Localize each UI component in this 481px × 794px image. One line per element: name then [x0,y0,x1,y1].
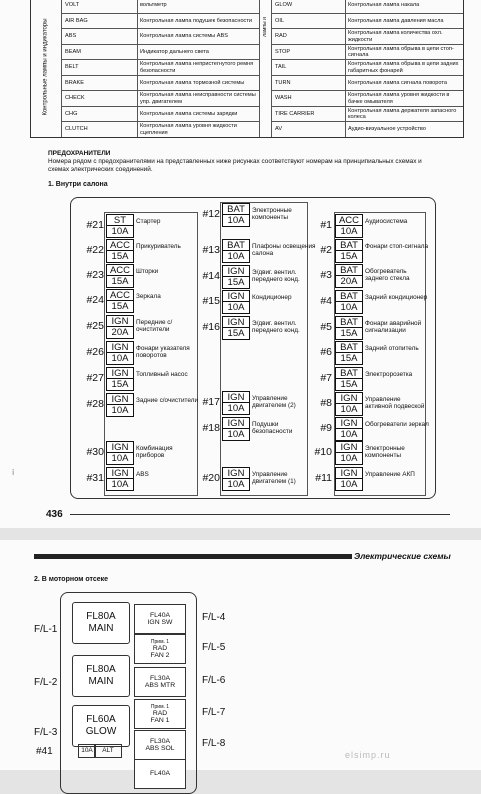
fuse-box [222,203,250,227]
fuse-box [106,441,134,465]
fuse-amperage: 10A [340,479,358,490]
fuse-description: Прикуриватель [136,243,181,250]
fuse-box [222,391,250,415]
fuse-power-source: IGN [107,442,133,453]
fuse-power-source: IGN [223,418,249,429]
fusible-link [134,699,186,729]
fuse-box [106,264,134,288]
fuse-description: Электронные компоненты [365,445,405,459]
fusible-link-note: Прим. 1 [150,638,170,645]
fuse-number: #11 [315,472,332,484]
footer-rule [70,514,450,515]
table-side-label-2 [259,0,271,57]
table-row [271,13,463,29]
fuse-number: #8 [320,397,332,409]
fuse-box [106,467,134,491]
indicator-description: Контрольная лампа системы ABS [140,33,228,40]
fusible-link-circuit: IGN SW [147,619,173,626]
fuse-amperage: 10A [111,405,129,416]
indicator-code: TAIL [275,64,287,71]
fuse-description: Э/двиг. вентил. переднего конд. [252,320,300,334]
table-row [271,90,463,106]
fuses-heading: ПРЕДОХРАНИТЕЛИ [48,150,111,157]
fuse-box [106,367,134,391]
fuse-power-source: IGN [107,468,133,479]
fuse-power-source: IGN [107,368,133,379]
fuse-box [222,467,250,491]
fusible-link-note: Прим. 1 [150,703,170,710]
indicator-code: BEAM [65,48,81,55]
fuse-box [222,239,250,263]
fuse-number: #27 [86,372,104,384]
fuse-number: #12 [202,208,220,220]
fuse-amperage: 10A [340,453,358,464]
indicator-description: Контрольная лампа обрыва в цепи стоп-сигнала [348,45,454,58]
main-fuse-name: FL80A [86,611,116,622]
fuse-description: Электророзетка [365,371,413,378]
fuse-box [335,264,363,288]
fusible-link-circuit: ABS SOL [145,745,175,752]
indicator-code: VOLT [65,2,80,9]
fusible-link-circuit: FAN 2 [150,652,170,659]
fuse-number: #6 [320,346,332,358]
fuse-box [222,316,250,340]
fuse-number: #21 [86,219,104,231]
fuse-amperage: 10A [227,479,245,490]
fuse-power-source: BAT [336,368,362,379]
fuse-box [106,341,134,365]
main-fuse-name: FL60A [86,714,116,725]
fusible-link-label: F/L-5 [202,642,226,653]
main-fuse-label: F/L-2 [34,677,58,688]
fuse-box [222,417,250,441]
table-row [61,44,259,60]
indicator-description: Контрольная лампа уровня жидкости сцепления [140,123,237,136]
fuse-amperage: 15A [111,251,129,262]
table-row [61,90,259,106]
fuse-description: Кондиционер [252,294,292,301]
fusible-link-name: RAD [152,644,168,652]
fuse-description: Топливный насос [136,371,188,378]
fuse-number: #13 [202,244,220,256]
fuse-box [335,239,363,263]
fusible-link [134,667,186,697]
fuse-power-source: IGN [223,468,249,479]
fuse-power-source: BAT [336,317,362,328]
fusible-link-name: RAD [152,709,168,717]
fuse-power-source: IGN [223,266,249,277]
fuse-description: Плафоны освещения салона [252,243,316,257]
fuse-power-source: IGN [336,468,362,479]
fuse-amperage: 15A [340,328,358,339]
fuse-description: Управление двигателем (2) [252,395,296,409]
fuse-number: #28 [86,398,104,410]
fuse-box [335,367,363,391]
fuse-number: #26 [86,346,104,358]
fuse-amperage: 15A [227,277,245,288]
fusible-link-label: F/L-6 [202,675,226,686]
fuse-number: #17 [202,396,220,408]
indicator-code: TURN [275,79,291,86]
fuse-box [106,393,134,417]
table-row [61,28,259,44]
fuse-power-source: ACC [107,240,133,251]
fuse-number: #24 [86,294,104,306]
main-fuse-circuit: MAIN [88,623,114,634]
fuse-box [222,265,250,289]
fuse-amperage: 10A [340,302,358,313]
fuse-box [335,441,363,465]
fuse-power-source: ACC [336,215,362,226]
fuse-description: Зеркала [136,293,161,300]
fusible-link-name: FL40A [149,770,171,778]
fuse-amperage: 20A [340,276,358,287]
main-fuse [72,655,130,697]
fuse-power-source: IGN [336,393,362,404]
indicator-description: Контрольная лампа обрыва в цепи задних габаритных фонарей [348,61,459,74]
fuse-box [335,417,363,441]
fuse-amperage: 15A [111,379,129,390]
fuse-description: Электронные компоненты [252,207,292,221]
indicator-description: Аудио-визуальное устройство [348,126,426,133]
fusible-link-label: F/L-8 [202,738,226,749]
fuse-number: #9 [320,422,332,434]
indicator-table [30,0,464,138]
side-label-2-text: лампы и [262,17,268,37]
fuse-number: #1 [320,219,332,231]
fuse-box [335,316,363,340]
watermark: elsimp.ru [345,750,391,760]
main-fuse-label: F/L-1 [34,624,58,635]
main-fuse-label: F/L-3 [34,727,58,738]
fuse-power-source: BAT [336,240,362,251]
fuse-number: #4 [320,295,332,307]
indicator-code: CHECK [65,95,85,102]
relay-41-name: ALT [94,744,122,758]
fuse-amperage: 15A [111,276,129,287]
fuse-amperage: 10A [340,429,358,440]
indicator-code: WASH [275,95,292,102]
indicator-code: OIL [275,17,285,24]
indicator-description: Контрольная лампа сигнала поворота [348,79,447,86]
fuse-power-source: IGN [223,392,249,403]
indicator-description: Контрольная лампа давления масла [348,17,444,24]
fuse-power-source: BAT [223,204,249,215]
fuse-description: Задний кондиционер [365,294,428,301]
indicator-code: AIR BAG [65,17,88,24]
fuse-description: Задние с/очистители [136,397,199,404]
indicator-description: Контрольная лампа непристегнутого ремня безопасности [140,61,254,74]
table-row [271,44,463,60]
fuse-amperage: 15A [227,328,245,339]
fuse-number: #10 [314,446,332,458]
fuse-number: #31 [86,472,104,484]
fuse-description: Шторки [136,268,159,275]
fuse-number: #22 [86,244,104,256]
fuse-description: Управление двигателем (1) [252,471,296,485]
indicator-code: BRAKE [65,79,84,86]
fuse-power-source: BAT [223,240,249,251]
fuse-amperage: 10A [111,479,129,490]
fuse-number: #3 [320,269,332,281]
fuse-amperage: 15A [340,379,358,390]
indicator-code: AV [275,126,283,133]
relay-41-id: #41 [36,746,53,757]
fuse-box [106,239,134,263]
table-side-label [31,0,61,137]
fuse-number: #7 [320,372,332,384]
fuse-number: #5 [320,321,332,333]
indicator-code: CLUTCH [65,126,88,133]
table-row [61,13,259,29]
indicator-code: RAD [275,33,287,40]
chapter-bar [34,554,352,559]
table-row [61,121,259,137]
fuse-number: #18 [202,422,220,434]
fuse-power-source: BAT [336,265,362,276]
fusible-link-name: FL40A [149,611,171,619]
table-row [271,106,463,122]
main-fuse-name: FL80A [86,664,116,675]
fusible-link-circuit: ABS MTR [144,682,176,689]
fuse-amperage: 10A [227,403,245,414]
fusible-link-circuit: FAN 1 [150,717,170,724]
fuse-description: Комбинация приборов [136,445,173,459]
fusible-link-label: F/L-7 [202,707,226,718]
fuse-box [335,467,363,491]
table-row [61,75,259,91]
fuse-amperage: 10A [340,226,358,237]
indicator-description: Контрольная лампа тормозной системы [140,79,245,86]
indicator-description: Контрольная лампа неисправности системы упр. двигателем [140,92,256,105]
indicator-description: Индикатор дальнего света [140,48,209,55]
fuse-description: Фонари указателя поворотов [136,345,190,359]
fuse-description: Обогреватели зеркал [365,421,429,428]
table-row [61,106,259,122]
fuse-description: Стартер [136,218,161,225]
engine-subheading: 2. В моторном отсеке [34,576,109,583]
side-label-text: Контрольные лампы и индикаторы [43,18,49,116]
fuse-description: Задний отопитель [365,345,419,352]
fuse-power-source: ACC [107,265,133,276]
fuse-power-source: BAT [336,291,362,302]
fuse-box [106,214,134,238]
fuse-number: #15 [202,295,220,307]
indicator-code: TIRE CARRIER [275,110,315,117]
fuse-amperage: 10A [340,404,358,415]
fuse-number: #23 [86,269,104,281]
fusible-link-name: FL30A [149,674,171,682]
fuse-description: Передние с/очистители [136,319,173,333]
fuse-description: Управление активной подвеской [365,396,425,410]
fuse-amperage: 10A [111,226,129,237]
fuse-power-source: IGN [223,317,249,328]
fuses-paragraph-line2: схемах электрических соединений. [48,166,153,173]
fuse-number: #25 [86,320,104,332]
fusible-link-name: FL30A [149,737,171,745]
fuse-description: Подушки безопасности [252,421,293,435]
fusible-link-label: F/L-4 [202,612,226,623]
fuse-power-source: IGN [336,418,362,429]
indicator-description: Контрольная лампа накала [348,2,420,9]
table-row [271,59,463,75]
fuse-amperage: 10A [227,251,245,262]
fuse-number: #16 [202,321,220,333]
fuse-amperage: 15A [340,353,358,364]
indicator-code: GLOW [275,2,293,9]
fuse-box [106,315,134,339]
fuse-description: Фонари стоп-сигнала [365,243,429,250]
indicator-description: Контрольная лампа подушек безопасности [140,17,253,24]
indicator-description: Контрольная лампа количества охл. жидкости [348,30,443,43]
fuse-box [222,290,250,314]
fuse-description: Обогреватель заднего стекла [365,268,410,282]
fuse-power-source: IGN [223,291,249,302]
fuse-amperage: 10A [227,215,245,226]
indicator-code: BELT [65,64,79,71]
table-row [271,0,463,13]
margin-mark: ⅰ [12,468,15,477]
indicator-description: Контрольная лампа держателя запасного колеса [348,107,457,120]
table-row [271,75,463,91]
main-fuse [72,602,130,644]
fusible-link [134,730,186,760]
indicator-code: CHG [65,110,78,117]
chapter-title: Электрические схемы [354,551,451,561]
indicator-description: Контрольная лампа уровня жидкости в бачке омывателя [348,92,450,105]
fuse-box [106,289,134,313]
fuse-amperage: 10A [227,429,245,440]
manual-page-437 [0,540,481,778]
fuse-power-source: IGN [107,394,133,405]
page-number: 436 [46,509,63,520]
fuse-power-source: ACC [107,290,133,301]
cabin-subheading: 1. Внутри салона [48,181,108,188]
fuse-amperage: 10A [111,453,129,464]
fuse-power-source: IGN [336,442,362,453]
fuse-description: Управление АКП [365,471,415,478]
main-fuse-circuit: GLOW [85,726,117,737]
fuse-box [335,392,363,416]
main-fuse-circuit: MAIN [88,676,114,687]
fuse-description: ABS [136,471,149,478]
fuse-box [335,341,363,365]
fuse-description: Э/двиг. вентил. переднего конд. [252,269,300,283]
fuse-description: Фонари аварийной сигнализации [365,320,422,334]
table-row [61,59,259,75]
table-row [61,0,259,13]
fuse-number: #14 [202,270,220,282]
fuse-power-source: BAT [336,342,362,353]
fuse-power-source: IGN [107,342,133,353]
relay-41-amp: 10A [78,744,96,758]
fuse-amperage: 15A [111,301,129,312]
fuse-amperage: 10A [227,302,245,313]
fuse-box [335,290,363,314]
indicator-description: вольтметр [140,2,167,9]
fuse-power-source: ST [107,215,133,226]
main-fuse [72,705,130,747]
fuse-amperage: 15A [340,251,358,262]
fusible-link [134,634,186,664]
table-row [271,121,463,137]
indicator-code: ABS [65,33,77,40]
fuse-number: #20 [202,472,220,484]
fuse-number: #30 [86,446,104,458]
indicator-code: STOP [275,48,291,55]
fuse-number: #2 [320,244,332,256]
table-row [271,28,463,44]
fusible-link [134,604,186,634]
fuse-power-source: IGN [107,316,133,327]
fuse-description: Аудиосистема [365,218,408,225]
fuses-paragraph-line1: Номера рядом с предохранителями на представленных ниже рисунках соответствуют номерам на принципиальных схемах и [48,158,422,165]
fusible-link [134,759,186,789]
indicator-description: Контрольная лампа системы зарядки [140,110,238,117]
fuse-box [335,214,363,238]
fuse-amperage: 10A [111,353,129,364]
fuse-amperage: 20A [111,327,129,338]
